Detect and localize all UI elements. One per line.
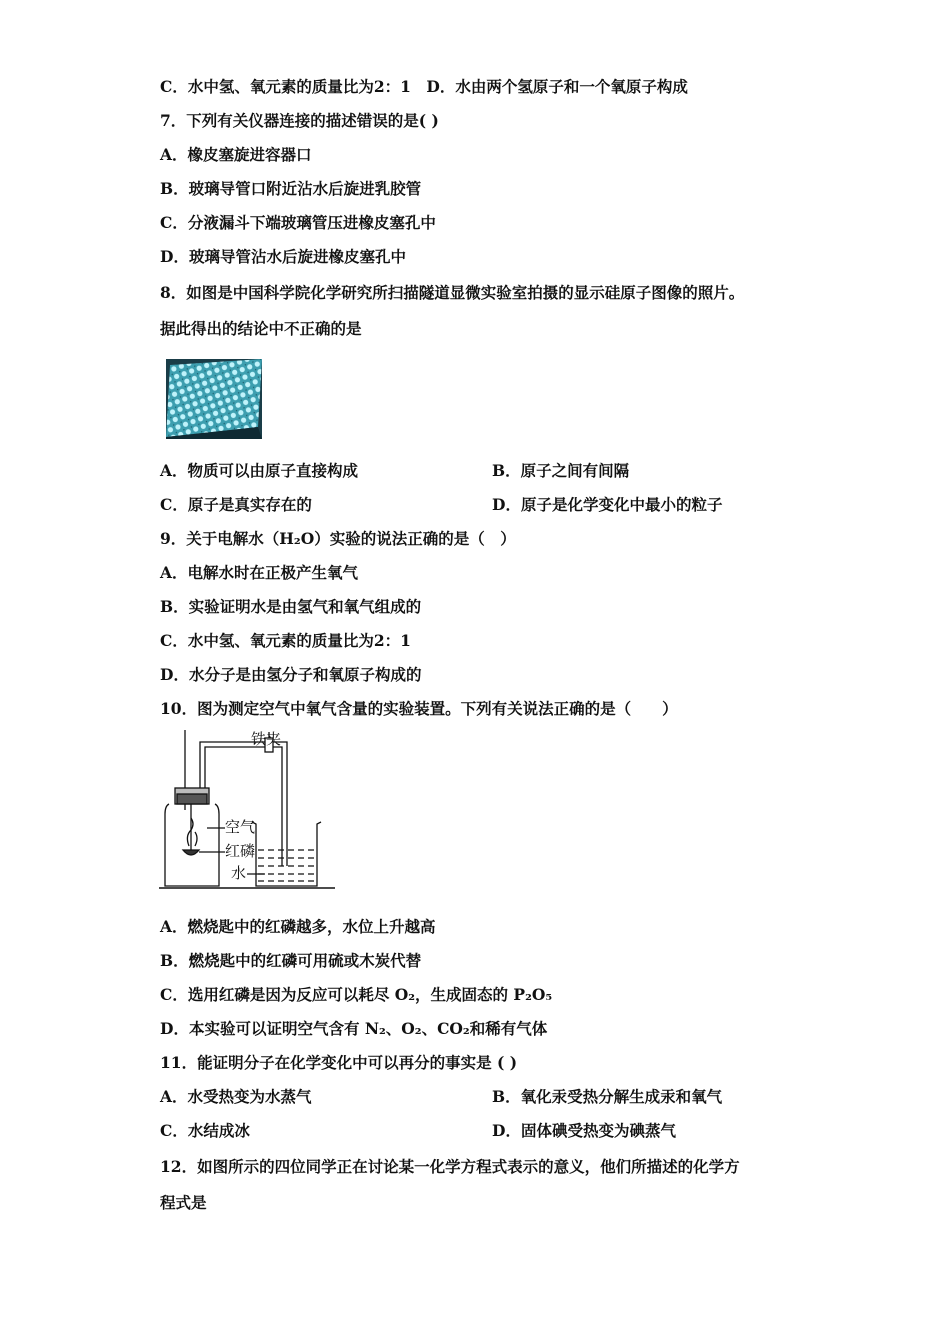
q11-option-b: B．氧化汞受热分解生成汞和氧气 [492, 1087, 723, 1106]
question-10: 10．图为测定空气中氧气含量的实验装置。下列有关说法正确的是（ ） [160, 699, 678, 718]
q9-option-a: A．电解水时在正极产生氧气 [160, 563, 359, 582]
q8-option-d: D．原子是化学变化中最小的粒子 [492, 495, 723, 514]
question-7: 7．下列有关仪器连接的描述错误的是( ) [160, 111, 439, 130]
question-12: 12．如图所示的四位同学正在讨论某一化学方程式表示的意义，他们所描述的化学方 [160, 1157, 740, 1176]
q7-option-b: B．玻璃导管口附近沾水后旋进乳胶管 [160, 179, 422, 198]
q8-option-a: A．物质可以由原子直接构成 [160, 461, 359, 480]
q7-option-a: A．橡皮塞旋进容器口 [160, 145, 312, 164]
label-water: 水 [231, 864, 247, 882]
q10-option-a: A．燃烧匙中的红磷越多，水位上升越高 [160, 917, 436, 936]
silicon-atom-photo [166, 359, 262, 439]
q10-option-c: C．选用红磷是因为反应可以耗尽 O₂，生成固态的 P₂O₅ [160, 985, 553, 1004]
q10-option-b: B．燃烧匙中的红磷可用硫或木炭代替 [160, 951, 422, 970]
q10-option-d: D．本实验可以证明空气含有 N₂、O₂、CO₂和稀有气体 [160, 1019, 548, 1038]
q11-option-a: A．水受热变为水蒸气 [160, 1087, 312, 1106]
q8-option-c: C．原子是真实存在的 [160, 495, 312, 514]
label-air: 空气 [225, 818, 256, 836]
question-11: 11．能证明分子在化学变化中可以再分的事实是 ( ) [160, 1053, 518, 1072]
q7-option-c: C．分液漏斗下端玻璃管压进橡皮塞孔中 [160, 213, 436, 232]
q11-option-c: C．水结成冰 [160, 1121, 250, 1140]
question-8: 8．如图是中国科学院化学研究所扫描隧道显微实验室拍摄的显示硅原子图像的照片。 [160, 283, 745, 302]
label-phosphorus: 红磷 [225, 842, 256, 860]
q9-option-b: B．实验证明水是由氢气和氧气组成的 [160, 597, 422, 616]
q6-option-cd: C．水中氢、氧元素的质量比为2：1 D．水由两个氢原子和一个氧原子构成 [160, 77, 688, 96]
label-clamp: 铁夹 [251, 730, 282, 748]
q11-option-d: D．固体碘受热变为碘蒸气 [492, 1121, 676, 1140]
oxygen-measurement-apparatus [155, 728, 345, 894]
question-12-line2: 程式是 [160, 1193, 207, 1212]
q7-option-d: D．玻璃导管沾水后旋进橡皮塞孔中 [160, 247, 406, 266]
q9-option-d: D．水分子是由氢分子和氧原子构成的 [160, 665, 422, 684]
q9-option-c: C．水中氢、氧元素的质量比为2：1 [160, 631, 411, 650]
q8-option-b: B．原子之间有间隔 [492, 461, 630, 480]
question-8-line2: 据此得出的结论中不正确的是 [160, 319, 362, 338]
question-9: 9．关于电解水（H₂O）实验的说法正确的是（ ） [160, 529, 516, 548]
